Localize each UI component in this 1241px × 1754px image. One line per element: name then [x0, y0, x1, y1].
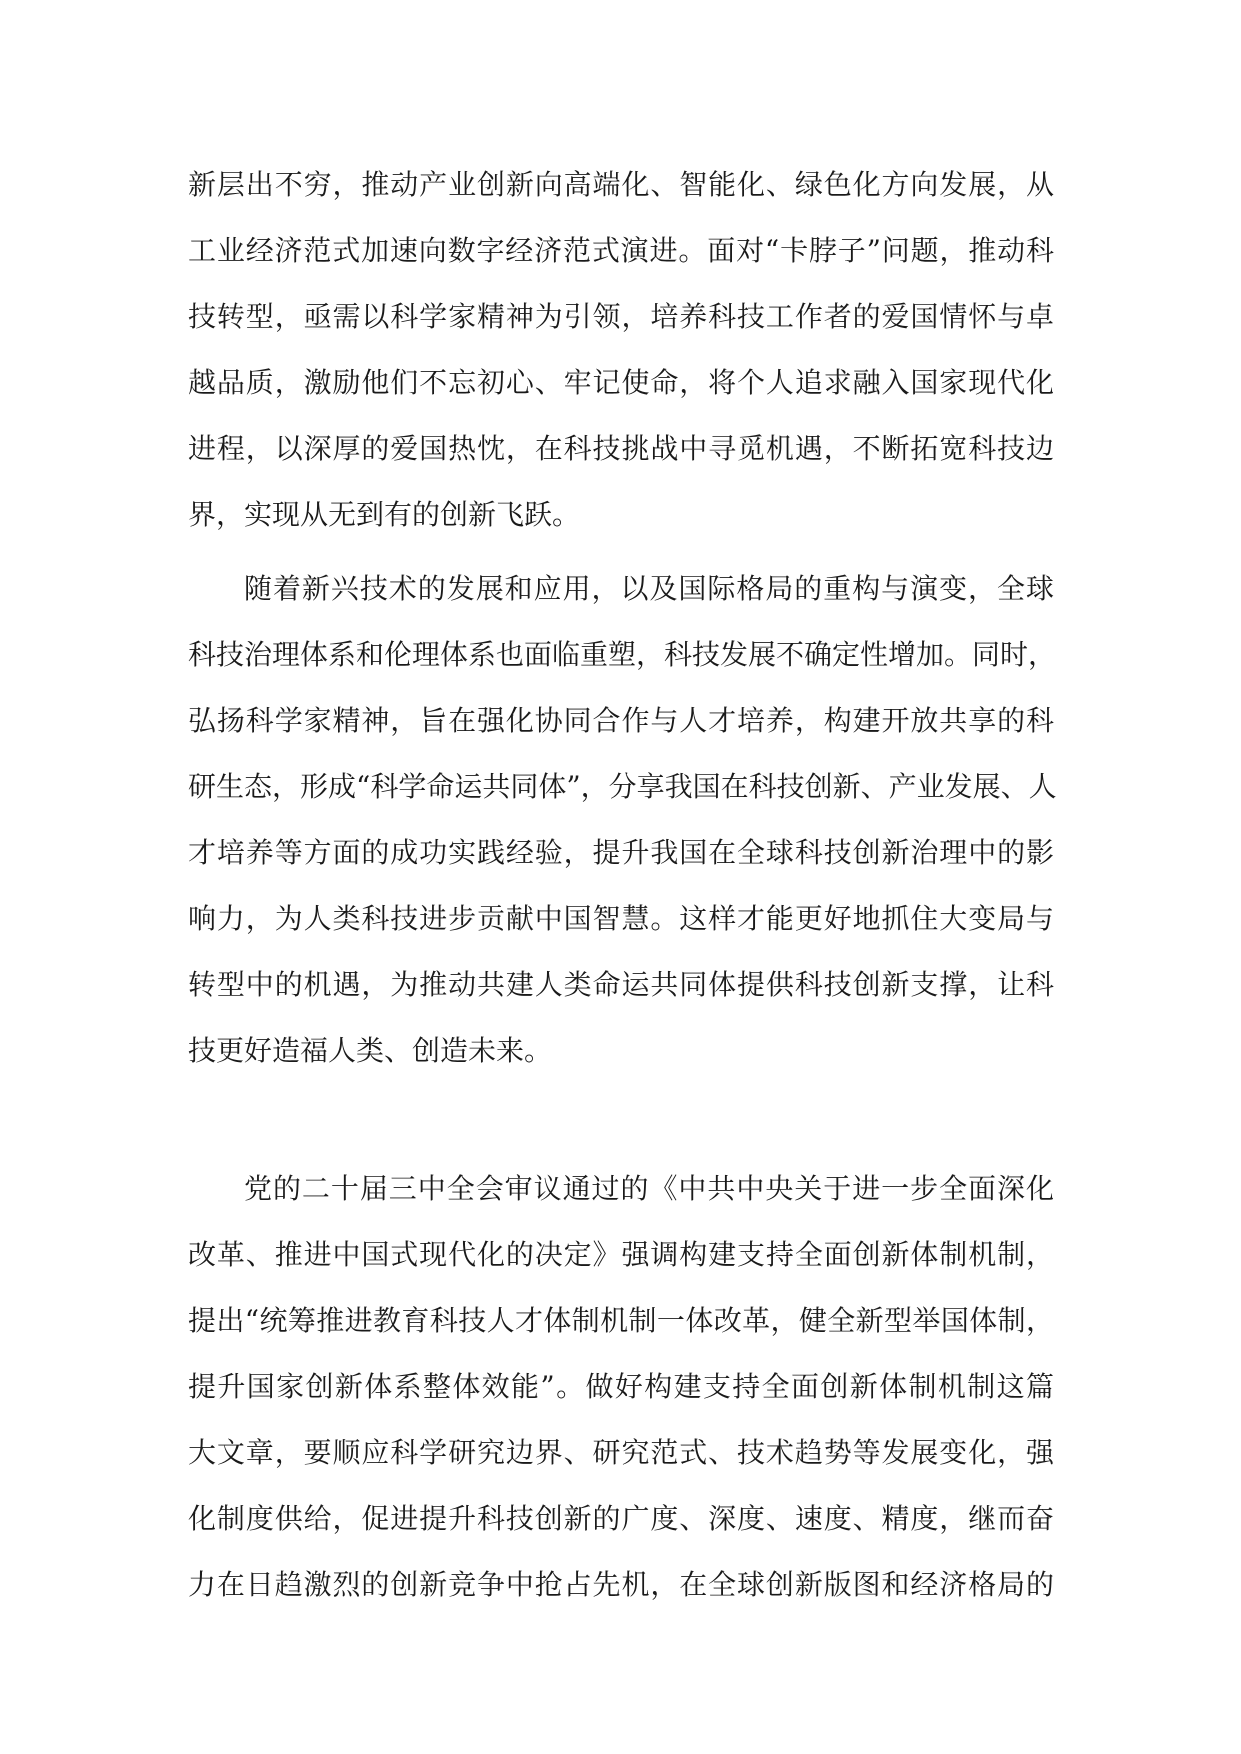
paragraph-line: 技转型，亟需以科学家精神为引领，培养科技工作者的爱国情怀与卓	[188, 300, 1054, 333]
paragraph-line: 越品质，激励他们不忘初心、牢记使命，将个人追求融入国家现代化	[188, 366, 1054, 399]
paragraph-line: 进程，以深厚的爱国热忱，在科技挑战中寻觅机遇，不断拓宽科技边	[188, 432, 1054, 465]
paragraph-line: 科技治理体系和伦理体系也面临重塑，科技发展不确定性增加。同时，	[188, 638, 1057, 671]
paragraph-line: 新层出不穷，推动产业创新向高端化、智能化、绿色化方向发展，从	[188, 168, 1054, 201]
paragraph-line: 随着新兴技术的发展和应用，以及国际格局的重构与演变，全球	[244, 572, 1054, 605]
paragraph-line: 研生态，形成“科学命运共同体”，分享我国在科技创新、产业发展、人	[188, 770, 1057, 803]
paragraph-line: 力在日趋激烈的创新竞争中抢占先机，在全球创新版图和经济格局的	[188, 1568, 1054, 1601]
paragraph-line: 党的二十届三中全会审议通过的《中共中央关于进一步全面深化	[244, 1172, 1054, 1205]
paragraph-line: 技更好造福人类、创造未来。	[188, 1034, 553, 1067]
paragraph-line: 化制度供给，促进提升科技创新的广度、深度、速度、精度，继而奋	[188, 1502, 1054, 1535]
paragraph-line: 界，实现从无到有的创新飞跃。	[188, 498, 581, 531]
paragraph-line: 提出“统筹推进教育科技人才体制机制一体改革，健全新型举国体制，	[188, 1304, 1054, 1337]
paragraph-line: 大文章，要顺应科学研究边界、研究范式、技术趋势等发展变化，强	[188, 1436, 1054, 1469]
paragraph-2	[188, 556, 1057, 1084]
paragraph-line: 提升国家创新体系整体效能”。做好构建支持全面创新体制机制这篇	[188, 1370, 1054, 1403]
paragraph-line: 改革、推进中国式现代化的决定》强调构建支持全面创新体制机制，	[188, 1238, 1054, 1271]
paragraph-3	[188, 1156, 1054, 1618]
paragraph-line: 响力，为人类科技进步贡献中国智慧。这样才能更好地抓住大变局与	[188, 902, 1054, 935]
paragraph-line: 转型中的机遇，为推动共建人类命运共同体提供科技创新支撑，让科	[188, 968, 1054, 1001]
paragraph-line: 工业经济范式加速向数字经济范式演进。面对“卡脖子”问题，推动科	[188, 234, 1054, 267]
paragraph-line: 才培养等方面的成功实践经验，提升我国在全球科技创新治理中的影	[188, 836, 1054, 869]
paragraph-line: 弘扬科学家精神，旨在强化协同合作与人才培养，构建开放共享的科	[188, 704, 1054, 737]
paragraph-1	[188, 152, 1054, 548]
